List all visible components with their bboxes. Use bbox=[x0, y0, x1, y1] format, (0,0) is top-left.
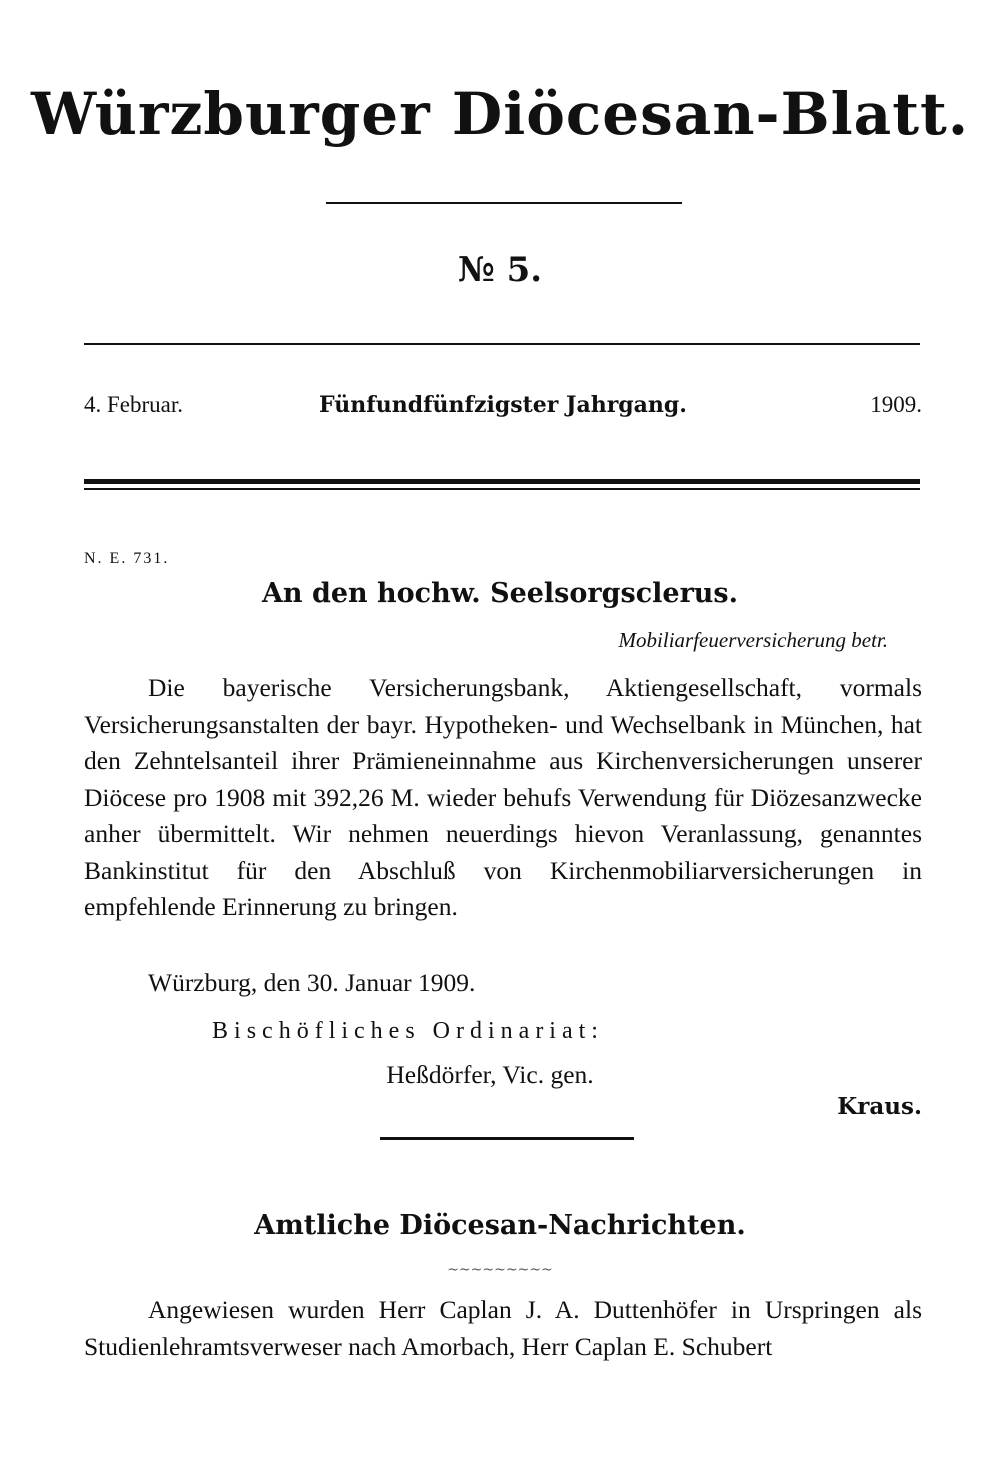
signature-clerk: Kraus. bbox=[837, 1093, 922, 1120]
news-body bbox=[84, 1292, 922, 1365]
volume-label: Fünfundfünfzigster Jahrgang. bbox=[319, 392, 687, 418]
issue-year: 1909. bbox=[870, 392, 922, 417]
dateline bbox=[84, 392, 922, 428]
issue-date: 4. Februar. bbox=[84, 392, 184, 417]
news-heading: Amtliche Diöcesan-Nachrichten. bbox=[254, 1210, 746, 1241]
signature-office: Bischöfliches Ordinariat: bbox=[212, 1018, 604, 1044]
notice-heading: An den hochw. Seelsorgsclerus. bbox=[261, 578, 739, 609]
masthead-title: Würzburger Diöcesan-Blatt. bbox=[30, 80, 970, 148]
ornament-divider: ~~~~~~~~~ bbox=[447, 1262, 553, 1278]
issue-number: № 5. bbox=[457, 250, 543, 290]
reference-number: N. E. 731. bbox=[84, 550, 170, 567]
dateline-top-rule bbox=[84, 343, 920, 345]
dateline-bottom-rule-thin bbox=[84, 488, 920, 490]
notice-subject: Mobiliarfeuerversicherung betr. bbox=[618, 628, 888, 652]
notice-paragraph: Die bayerische Versicherungsbank, Aktiengesellschaft, vormals Versicherungsanstalten der bayr. Hypotheken- und Wechselbank in München, hat den Zehntelsanteil ihrer Prämieneinnahme aus Kirchenversicherungen unserer Diöcese pro 1908 mit 392,26 M. wieder behufs Verwendung für Diözesanzwecke anher übermittelt. Wir nehmen neuerdings hievon Veranlassung, genanntes Bankinstitut für den Abschluß von Kirchenmobiliarversicherungen in empfehlende Erinnerung zu bringen. bbox=[84, 673, 922, 921]
dateline-bottom-rule-thick bbox=[84, 479, 920, 484]
signature-name: Heßdörfer, Vic. gen. bbox=[386, 1060, 594, 1089]
place-date-line: Würzburg, den 30. Januar 1909. bbox=[148, 968, 476, 997]
notice-body bbox=[84, 670, 922, 926]
news-paragraph: Angewiesen wurden Herr Caplan J. A. Duttenhöfer in Urspringen als Studienlehramtsverweser nach Amorbach, Herr Caplan E. Schubert bbox=[84, 1295, 922, 1361]
masthead-short-rule bbox=[326, 202, 682, 204]
section-divider bbox=[380, 1137, 634, 1140]
